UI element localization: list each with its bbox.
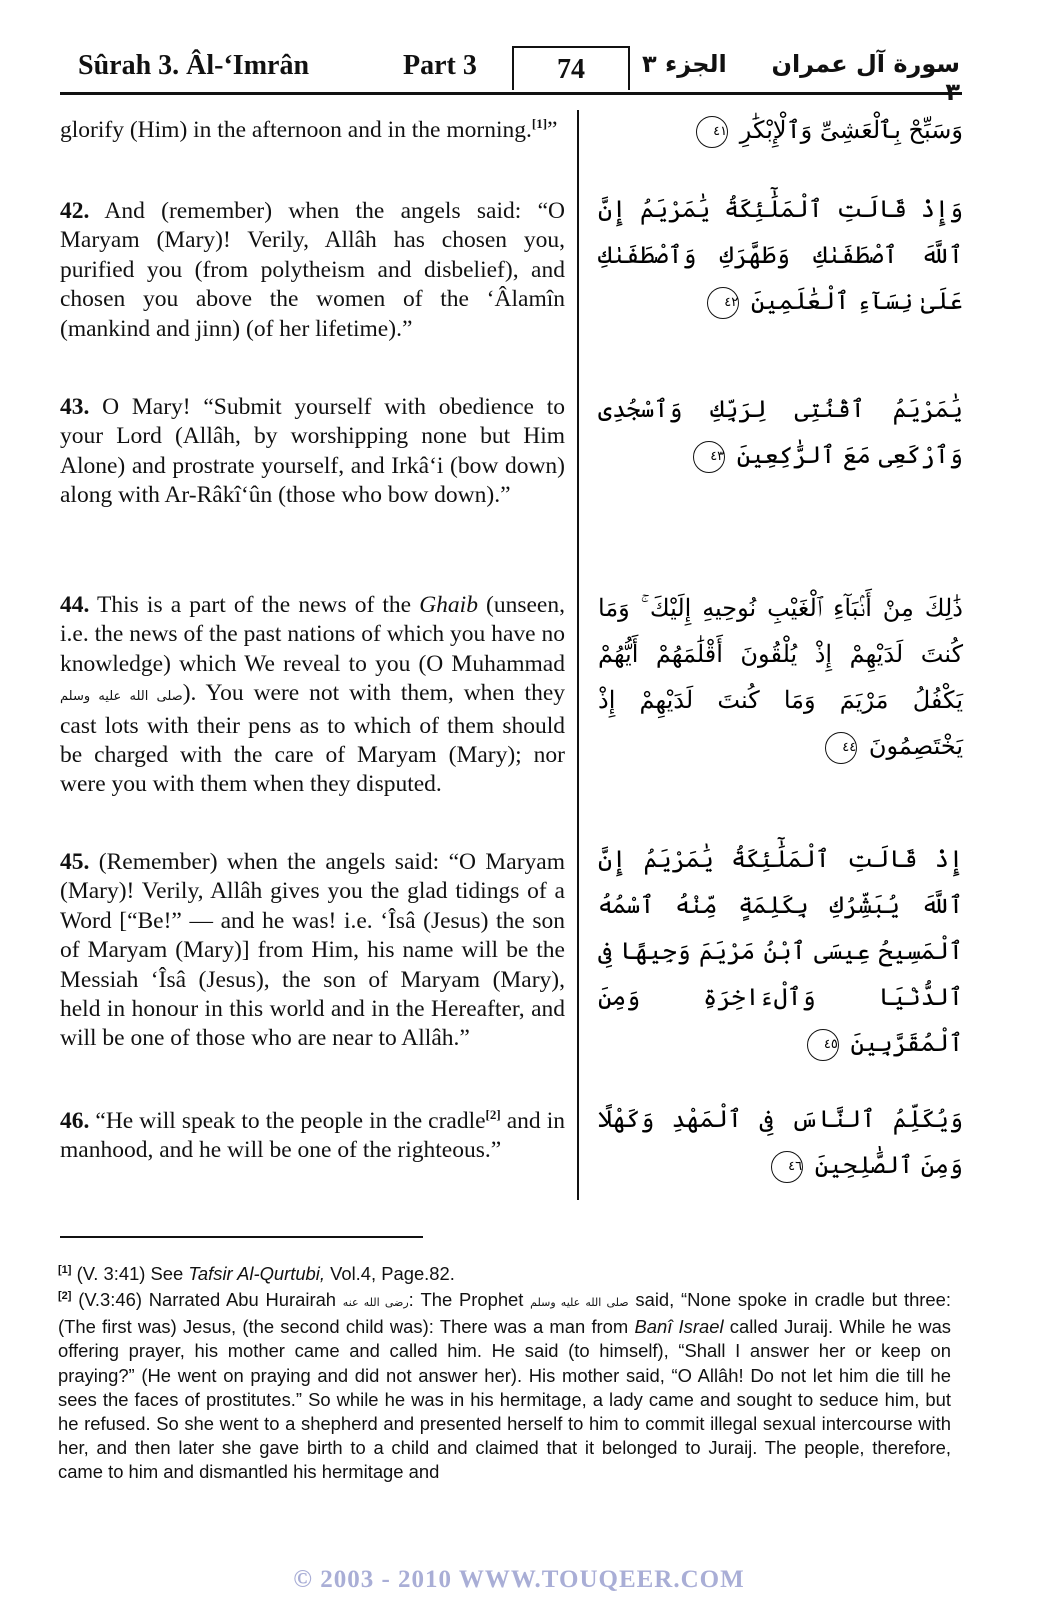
arabic-text: إِذْ قَالَتِ ٱلْمَلَٰٓئِكَةُ يَٰمَرْيَمُ إِنَّ ٱللَّهَ يُبَشِّرُكِ بِكَلِمَةٍ مِّنْهُ ٱسْمُهُ ٱلْمَسِيحُ عِيسَى ٱبْنُ مَرْيَمَ وَجِيهًا فِى ٱلدُّنْيَا وَٱلْءَاخِرَةِ وَمِنَ ٱلْمُقَرَّبِينَ	[598, 845, 963, 1057]
verse-number: 45.	[60, 849, 90, 875]
arabic-text: ذَٰلِكَ مِنْ أَنۢبَآءِ ٱلْغَيْبِ نُوحِيهِ إِلَيْكَ ۚ وَمَا كُنتَ لَدَيْهِمْ إِذْ يُلْقُونَ أَقْلَٰمَهُمْ أَيُّهُمْ يَكْفُلُ مَرْيَمَ وَمَا كُنتَ لَدَيْهِمْ إِذْ يَخْتَصِمُونَ	[598, 594, 963, 760]
verse-italic: Ghaib	[419, 592, 478, 618]
footnote-ref[interactable]: [2]	[485, 1107, 501, 1123]
ayah-number-marker: ٤٦	[771, 1151, 803, 1183]
verse-number: 42.	[60, 198, 90, 224]
honorific: رضى الله عنه	[342, 1296, 409, 1309]
arabic-text: وَسَبِّحْ بِٱلْعَشِىِّ وَٱلْإِبْكَٰرِ	[739, 116, 963, 144]
verse-text: (Remember) when the angels said: “O Maryam (Mary)! Verily, Allâh gives you the glad tidings of a Word [“Be!” — and he was! i.e. ‘Îsâ (Jesus) the son of Maryam (Mary)] from Him, his name will be the Messiah ‘Îsâ (Jesus), the son of Maryam (Mary), held in honour in this world and in the Hereafter, and will be one of those who are near to Allâh.”	[60, 849, 565, 1052]
arabic-text: وَيُكَلِّمُ ٱلنَّاسَ فِى ٱلْمَهْدِ وَكَهْلًا وَمِنَ ٱلصَّٰلِحِينَ	[598, 1105, 963, 1179]
part-label-english: Part 3	[403, 50, 477, 81]
verse-text: ). You were not with them, when they cast lots with their pens as to which of them should be charged with the care of Maryam (Mary); nor were you with them when they disputed.	[60, 680, 566, 798]
footnote-ref[interactable]: [1]	[531, 116, 548, 132]
verse-41-arabic	[598, 107, 963, 153]
verse-44-english	[60, 591, 565, 800]
verse-number: 46.	[60, 1108, 90, 1134]
arabic-text: يَٰمَرْيَمُ ٱقْنُتِى لِرَبِّكِ وَٱسْجُدِى وَٱرْكَعِى مَعَ ٱلرَّٰكِعِينَ	[598, 395, 963, 469]
verse-41-english	[60, 116, 565, 145]
surah-title-english: Sûrah 3. Âl-‘Imrân	[78, 50, 310, 81]
verse-42-english	[60, 197, 565, 344]
footnote-italic: Banî Israel	[634, 1316, 724, 1338]
ayah-number-marker: ٤١	[696, 116, 728, 148]
verse-number: 43.	[60, 394, 90, 420]
footnote-text: (V.3:46) Narrated Abu Hurairah	[78, 1289, 337, 1310]
ayah-number-marker: ٤٤	[825, 732, 857, 764]
verse-text: O Mary! “Submit yourself with obedience to your Lord (Allâh, by worshipping none but Him Alone) and prostrate yourself, and Irkâ‘i (bow down) along with Ar-Râkî‘ûn (those who bow down).”	[60, 394, 566, 509]
footnote-text: (V. 3:41) See	[76, 1263, 184, 1284]
footnote-marker: [1]	[58, 1263, 72, 1276]
footnote-text: : The Prophet	[408, 1289, 524, 1310]
verse-44-arabic	[598, 585, 963, 769]
verse-43-english	[60, 393, 565, 511]
surah-title-arabic: سورة آل عمران	[771, 50, 960, 78]
verse-text: This is a part of the news of the	[97, 592, 412, 618]
footnote-marker: [2]	[58, 1289, 72, 1302]
page-header	[60, 42, 960, 92]
verse-number: 44.	[60, 592, 90, 618]
column-divider	[577, 110, 579, 1200]
verse-42-arabic	[598, 186, 963, 324]
footnote-rule	[60, 1236, 423, 1238]
header-rule	[60, 92, 962, 95]
ayah-number-marker: ٤٣	[693, 441, 725, 473]
verse-45-english	[60, 848, 565, 1054]
footnote-text: called Juraij. While he was offering prayer, his mother came and called him. He said (to himself), “Shall I answer her or keep on praying?” (He went on praying and did not answer her). His mother said, “O Allâh! Do not let him die till he sees the faces of prostitutes.” So while he was in his hermitage, a lady came and sought to seduce him, but he refused. So she went to a shepherd and presented herself to him to commit illegal sexual intercourse with her, and then later she gave birth to a child and claimed that it belonged to Juraij. The people, therefore, came to him and dismantled his hermitage and	[58, 1316, 951, 1483]
footnote-text: said, “None spoke in cradle but three:(The first was) Jesus, (the second child was): There was a man from	[58, 1289, 951, 1338]
verse-text: And (remember) when the angels said: “O Maryam (Mary)! Verily, Allâh has chosen you, purified you (from polytheism and disbelief), and chosen you above the women of the ‘Âlamîn (mankind and jinn) (of her lifetime).”	[60, 198, 565, 342]
footnote-2	[58, 1288, 951, 1485]
footnote-text: Vol.4, Page.82.	[330, 1263, 455, 1284]
footnote-1	[58, 1262, 951, 1286]
verse-text: “He will speak to the people in the cradle	[95, 1108, 486, 1134]
footnote-italic: Tafsir Al-Qurtubi,	[188, 1263, 325, 1284]
ayah-number-marker: ٤٥	[807, 1029, 839, 1061]
verse-text: glorify (Him) in the afternoon and in the morning.	[60, 117, 532, 143]
part-label-arabic: الجزء ٣	[642, 50, 727, 78]
verse-45-arabic	[598, 836, 963, 1066]
verse-text: (unseen, i.e. the news of the past nations of which you have no knowledge) which We reveal to you (O Muhammad	[60, 592, 565, 677]
ayah-number-marker: ٤٢	[707, 287, 739, 319]
copyright-watermark: © 2003 - 2010 WWW.TOUQEER.COM	[293, 1566, 745, 1593]
honorific: صلى الله عليه وسلم	[60, 689, 183, 705]
arabic-text: وَإِذْ قَالَتِ ٱلْمَلَٰٓئِكَةُ يَٰمَرْيَمُ إِنَّ ٱللَّهَ ٱصْطَفَىٰكِ وَطَهَّرَكِ وَٱصْطَفَىٰكِ عَلَىٰ نِسَآءِ ٱلْعَٰلَمِينَ	[598, 195, 963, 315]
page-number: 74	[512, 46, 630, 90]
verse-text: and in manhood, and he will be one of the righteous.”	[60, 1108, 565, 1164]
verse-46-english	[60, 1107, 565, 1166]
verse-46-arabic	[598, 1096, 963, 1188]
verse-43-arabic	[598, 386, 963, 478]
honorific: صلى الله عليه وسلم	[530, 1296, 629, 1309]
verse-text-trailing: ”	[547, 117, 558, 143]
